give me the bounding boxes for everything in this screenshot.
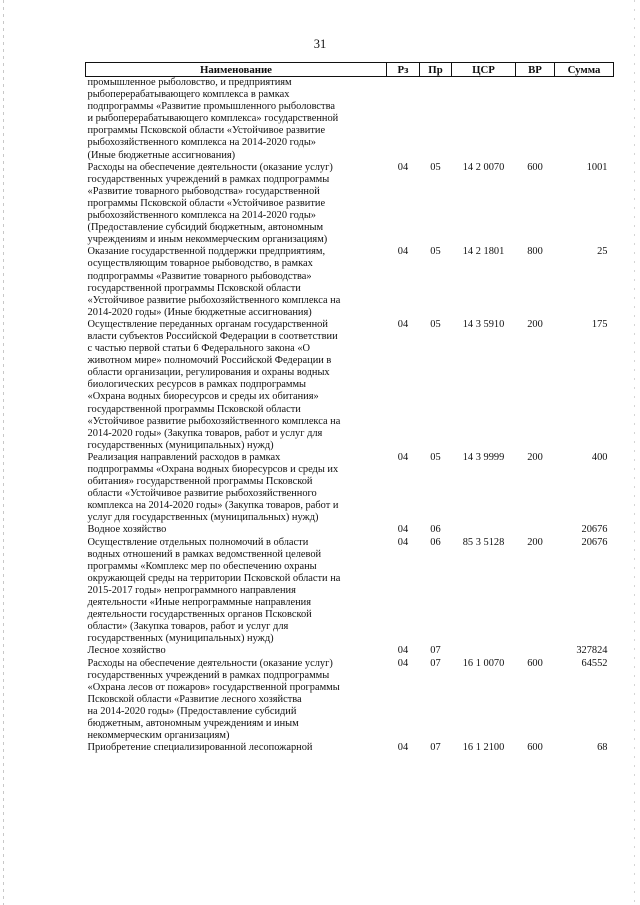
header-vr: ВР <box>516 63 555 77</box>
row-pr: 07 <box>430 742 441 754</box>
row-sum: 1001 <box>586 161 608 173</box>
scan-edge-left <box>3 0 4 905</box>
row-name: Реализация направлений расходов в рамках подпрограммы «Охрана водных биоресурсов и среды их обитания» государственной программы Псковской области «Устойчивое развитие рыбохозяйственного комплекса на 2014-2020 годы» (Закупка товаров, работ и услуг для государственных (муниципальных) нужд) <box>87 451 339 524</box>
row-vr: 200 <box>527 536 543 548</box>
row-vr <box>516 524 555 536</box>
table-row <box>86 524 614 536</box>
row-csr: 14 3 5910 <box>462 318 505 330</box>
row-sum: 68 <box>597 742 608 754</box>
row-vr: 200 <box>527 451 543 463</box>
table-row <box>86 77 614 162</box>
row-rz: 04 <box>397 657 409 669</box>
row-sum: 175 <box>591 318 608 330</box>
row-sum: 64552 <box>581 657 608 669</box>
row-pr: 06 <box>430 536 441 548</box>
row-vr: 200 <box>527 318 543 330</box>
row-csr <box>452 77 516 162</box>
header-sum: Сумма <box>555 63 614 77</box>
row-pr <box>420 77 452 162</box>
row-csr: 16 1 2100 <box>462 742 505 754</box>
header-pr: Пр <box>420 63 452 77</box>
row-name: Водное хозяйство <box>87 524 167 536</box>
row-rz: 04 <box>397 451 409 463</box>
header-rz: Рз <box>387 63 420 77</box>
row-rz: 04 <box>397 645 409 657</box>
row-sum: 327824 <box>576 645 608 657</box>
budget-table <box>85 62 614 754</box>
page-number: 31 <box>313 37 327 51</box>
row-name: Оказание государственной поддержки предприятиям, осуществляющим товарное рыбоводство, в рамках подпрограммы «Развитие товарного рыбоводства» государственной программы Псковской области «Устойчивое развитие рыбохозяйственного комплекса на 2014-2020 годы» (Иные бюджетные ассигнования) <box>87 246 341 318</box>
header-csr: ЦСР <box>452 63 516 77</box>
row-rz: 04 <box>397 161 409 173</box>
table-row <box>86 537 614 646</box>
row-pr: 07 <box>430 645 441 657</box>
table-row <box>86 658 614 743</box>
row-sum: 400 <box>591 451 608 463</box>
row-vr: 600 <box>527 742 543 754</box>
row-csr: 85 3 5128 <box>462 536 505 548</box>
row-csr: 14 3 9999 <box>462 451 505 463</box>
row-name: Расходы на обеспечение деятельности (оказание услуг) государственных учреждений в рамках подпрограммы «Охрана лесов от пожаров» государственной программы Псковской области «Развитие лесного хозяйства на 2014-2020 годы» (Предоставление субсидий бюджетным, автономным учреждениям и иным некоммерческим организациям) <box>87 657 340 742</box>
row-name: Осуществление отдельных полномочий в области водных отношений в рамках ведомственной целевой программы «Комплекс мер по обеспечению охраны окружающей среды на территории Псковской области на 2015-2017 годы» непрограммного направления деятельности «Иные непрограммные направления деятельности государственных органов Псковской области» (Закупка товаров, работ и услуг для государственных (муниципальных) нужд) <box>87 536 341 645</box>
row-csr <box>452 524 516 536</box>
row-pr: 05 <box>430 318 441 330</box>
row-rz: 04 <box>397 524 409 536</box>
row-vr: 800 <box>527 246 543 258</box>
row-rz: 04 <box>397 536 409 548</box>
row-rz: 04 <box>397 246 409 258</box>
row-pr: 06 <box>430 524 441 536</box>
row-csr <box>452 645 516 657</box>
row-pr: 05 <box>430 451 441 463</box>
row-sum: 25 <box>597 246 608 258</box>
row-name: промышленное рыболовство, и предприятиям рыбоперерабатывающего комплекса в рамках подпрограммы «Развитие промышленного рыболовства и рыбоперерабатывающего комплекса» государственной программы Псковской области «Устойчивое развитие рыбохозяйственного комплекса на 2014-2020 годы» (Иные бюджетные ассигнования) <box>87 77 339 161</box>
row-pr: 05 <box>430 246 441 258</box>
table-row <box>86 645 614 657</box>
row-csr: 14 2 1801 <box>462 246 505 258</box>
row-name: Расходы на обеспечение деятельности (оказание услуг) государственных учреждений в рамках подпрограммы «Развитие товарного рыбоводства» государственной программы Псковской области «Устойчивое развитие рыбохозяйственного комплекса на 2014-2020 годы» (Предоставление субсидий бюджетным, автономным учреждениям и иным некоммерческим организациям) <box>87 161 333 246</box>
row-csr: 14 2 0070 <box>462 161 505 173</box>
row-rz <box>387 77 420 162</box>
row-csr: 16 1 0070 <box>462 657 505 669</box>
table-header-row <box>86 63 614 77</box>
row-vr <box>516 77 555 162</box>
row-pr: 05 <box>430 161 441 173</box>
row-rz: 04 <box>397 318 409 330</box>
row-vr: 600 <box>527 657 543 669</box>
row-name: Осуществление переданных органам государственной власти субъектов Российской Федерации в соответствии с частью первой статьи 6 Федерального закона «О животном мире» полномочий Российской Федерации в области организации, регулирования и охраны водных биологических ресурсов в рамках подпрограммы «Охрана водных биоресурсов и среды их обитания» государственной программы Псковской области «Устойчивое развитие рыбохозяйственного комплекса на 2014-2020 годы» (Закупка товаров, работ и услуг для государственных (муниципальных) нужд) <box>87 318 341 451</box>
table-row <box>86 319 614 452</box>
header-name: Наименование <box>86 63 387 77</box>
row-pr: 07 <box>430 657 441 669</box>
table-row <box>86 742 614 754</box>
row-sum: 20676 <box>581 524 608 536</box>
row-name: Лесное хозяйство <box>87 645 166 657</box>
scan-edge-right <box>634 0 635 905</box>
table-row <box>86 452 614 525</box>
row-rz: 04 <box>397 742 409 754</box>
table-row <box>86 162 614 247</box>
row-vr: 600 <box>527 161 543 173</box>
table-row <box>86 246 614 319</box>
row-vr <box>516 645 555 657</box>
row-sum: 20676 <box>581 536 608 548</box>
row-sum <box>555 77 614 162</box>
row-name: Приобретение специализированной лесопожарной <box>87 742 313 754</box>
